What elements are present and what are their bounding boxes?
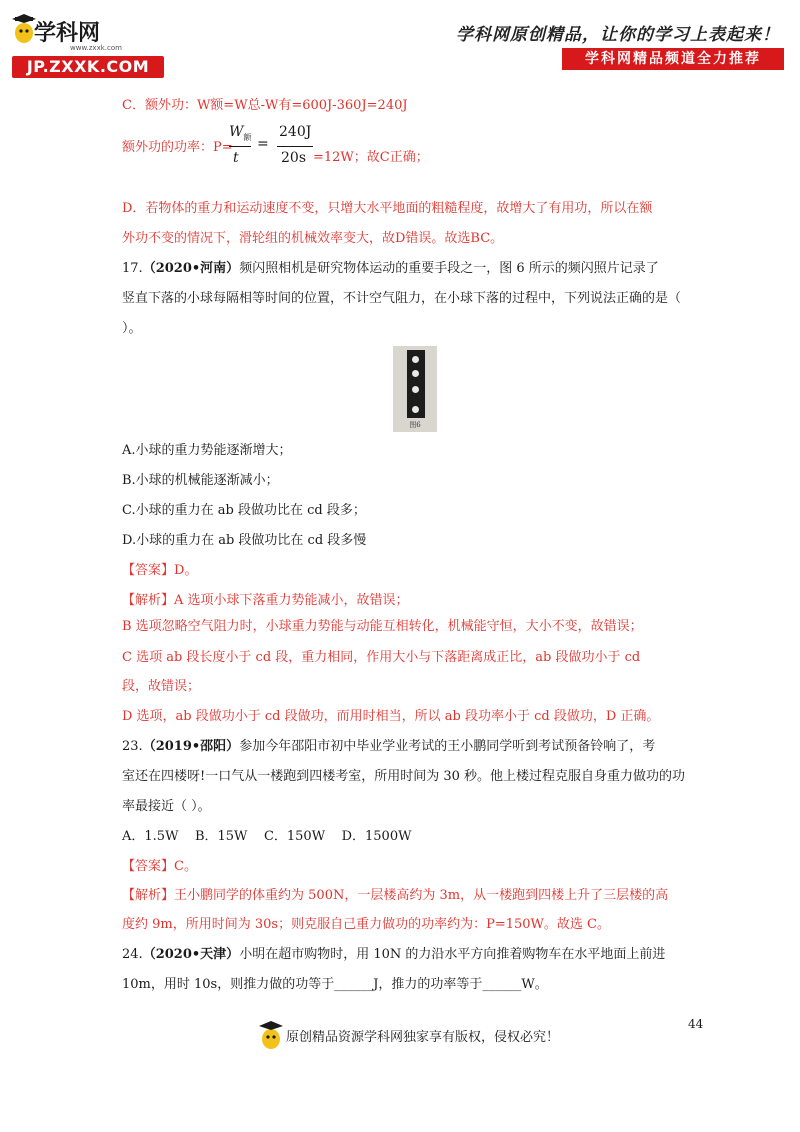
site-logo[interactable] bbox=[12, 14, 162, 76]
q17-text: 频闪照相机是研究物体运动的重要手段之一，图 6 所示的频闪照片记录了 bbox=[239, 261, 659, 276]
c-power-suffix: =12W；故C正确； bbox=[313, 150, 429, 165]
q17-analysis-4: 段，故错误； bbox=[122, 679, 201, 694]
q23-analysis-2: 度约 9m，所用时间为 30s；则克服自己重力做功的功率约为：P=150W。故选 C。 bbox=[122, 917, 610, 932]
q23-number: 23. bbox=[122, 739, 143, 754]
q17-line3: ）。 bbox=[122, 321, 142, 336]
analysis-tag: 【解析】 bbox=[122, 593, 175, 608]
photo-strip bbox=[407, 350, 425, 418]
q24-number: 24. bbox=[122, 947, 143, 962]
frac-numerator-var: $W_额$ bbox=[229, 124, 252, 142]
q17-analysis-5: D 选项，ab 段做功小于 cd 段做功，而用时相当，所以 ab 段功率小于 cd 段做功，D 正确。 bbox=[122, 709, 660, 724]
q23-options: A．1.5W B．15W C．150W D．1500W bbox=[122, 829, 412, 844]
frac-bar bbox=[229, 146, 251, 147]
q17-number: 17. bbox=[122, 261, 143, 276]
q17-answer: 【答案】D。 bbox=[122, 563, 198, 578]
q17-analysis-1: 【解析】A 选项小球下落重力势能减小，故错误； bbox=[122, 593, 409, 608]
q17-option-b: B.小球的机械能逐渐减小； bbox=[122, 473, 279, 488]
q17-line2: 竖直下落的小球每隔相等时间的位置，不计空气阻力，在小球下落的过程中，下列说法正确的是（ bbox=[122, 291, 682, 306]
q24-line2: 10m，用时 10s，则推力做的功等于______J，推力的功率等于______W。 bbox=[122, 977, 548, 992]
ball-dot bbox=[412, 356, 419, 363]
frac-denominator-val: 20s bbox=[281, 150, 306, 166]
logo-domain: JP.ZXXK.COM bbox=[12, 56, 164, 78]
q24-source: （2020•天津） bbox=[142, 947, 240, 962]
q17-source: （2020•河南） bbox=[142, 261, 240, 276]
mascot-icon bbox=[258, 1020, 284, 1050]
ball-dot bbox=[412, 386, 419, 393]
logo-text: 学科网 bbox=[34, 21, 101, 46]
q24-line1: 24.（2020•天津）小明在超市购物时，用 10N 的力沿水平方向推着购物车在水平地面上前进 bbox=[122, 947, 666, 962]
q23-source: （2019•邵阳） bbox=[142, 739, 240, 754]
d-explanation-line1: D．若物体的重力和运动速度不变，只增大水平地面的粗糙程度，故增大了有用功，所以在额 bbox=[122, 201, 653, 216]
q23-line2: 室还在四楼呀!一口气从一楼跑到四楼考室，所用时间为 30 秒。他上楼过程克服自身重力做功的功 bbox=[122, 769, 686, 784]
q17-analysis-2: B 选项忽略空气阻力时，小球重力势能与动能互相转化，机械能守恒，大小不变，故错误； bbox=[122, 619, 643, 634]
q23-answer: 【答案】C。 bbox=[122, 859, 197, 874]
frac-equals: = bbox=[257, 136, 269, 152]
q17-option-c: C.小球的重力在 ab 段做功比在 cd 段多； bbox=[122, 503, 366, 518]
power-fraction bbox=[229, 124, 312, 170]
q17-line1 bbox=[122, 259, 659, 279]
mascot-icon bbox=[12, 14, 36, 44]
c-power-prefix: 额外功的功率：P= bbox=[122, 140, 233, 155]
logo-subtext: www.zxxk.com bbox=[70, 44, 122, 52]
footer-copyright: 原创精品资源学科网独家享有版权，侵权必究！ bbox=[286, 1030, 560, 1045]
strobe-photo bbox=[393, 346, 437, 432]
frac-denominator-var: t bbox=[233, 150, 239, 166]
analysis-tag: 【解析】 bbox=[122, 888, 175, 903]
q23-analysis-1: 【解析】王小鹏同学的体重约为 500N，一层楼高约为 3m，从一楼跑到四楼上升了三层楼的高 bbox=[122, 888, 669, 903]
q17-option-d: D.小球的重力在 ab 段做功比在 cd 段多慢 bbox=[122, 533, 367, 548]
d-explanation-line2: 外功不变的情况下，滑轮组的机械效率变大，故D错误。故选BC。 bbox=[122, 231, 504, 246]
answer-tag: 【答案】 bbox=[122, 563, 175, 578]
frac-numerator-val: 240J bbox=[279, 124, 312, 140]
ball-dot bbox=[412, 370, 419, 377]
answer-tag: 【答案】 bbox=[122, 859, 175, 874]
photo-caption: 图6 bbox=[409, 421, 421, 429]
c-extra-work: C．额外功：W额=W总-W有=600J-360J=240J bbox=[122, 98, 408, 113]
frac-bar bbox=[277, 146, 313, 147]
page-number: 44 bbox=[688, 1017, 704, 1031]
header-banner: 学科网精品频道全力推荐 bbox=[562, 48, 784, 70]
ball-dot bbox=[412, 406, 419, 413]
header-slogan: 学科网原创精品，让你的学习上表起来！ bbox=[456, 25, 780, 45]
q17-analysis-3: C 选项 ab 段长度小于 cd 段，重力相同，作用大小与下落距离成正比，ab 段做功小于 cd bbox=[122, 650, 641, 665]
q23-line3: 率最接近（ ）。 bbox=[122, 799, 211, 814]
q23-line1: 23.（2019•邵阳）参加今年邵阳市初中毕业学业考试的王小鹏同学听到考试预备铃响了，考 bbox=[122, 739, 656, 754]
q17-option-a: A.小球的重力势能逐渐增大； bbox=[122, 443, 292, 458]
